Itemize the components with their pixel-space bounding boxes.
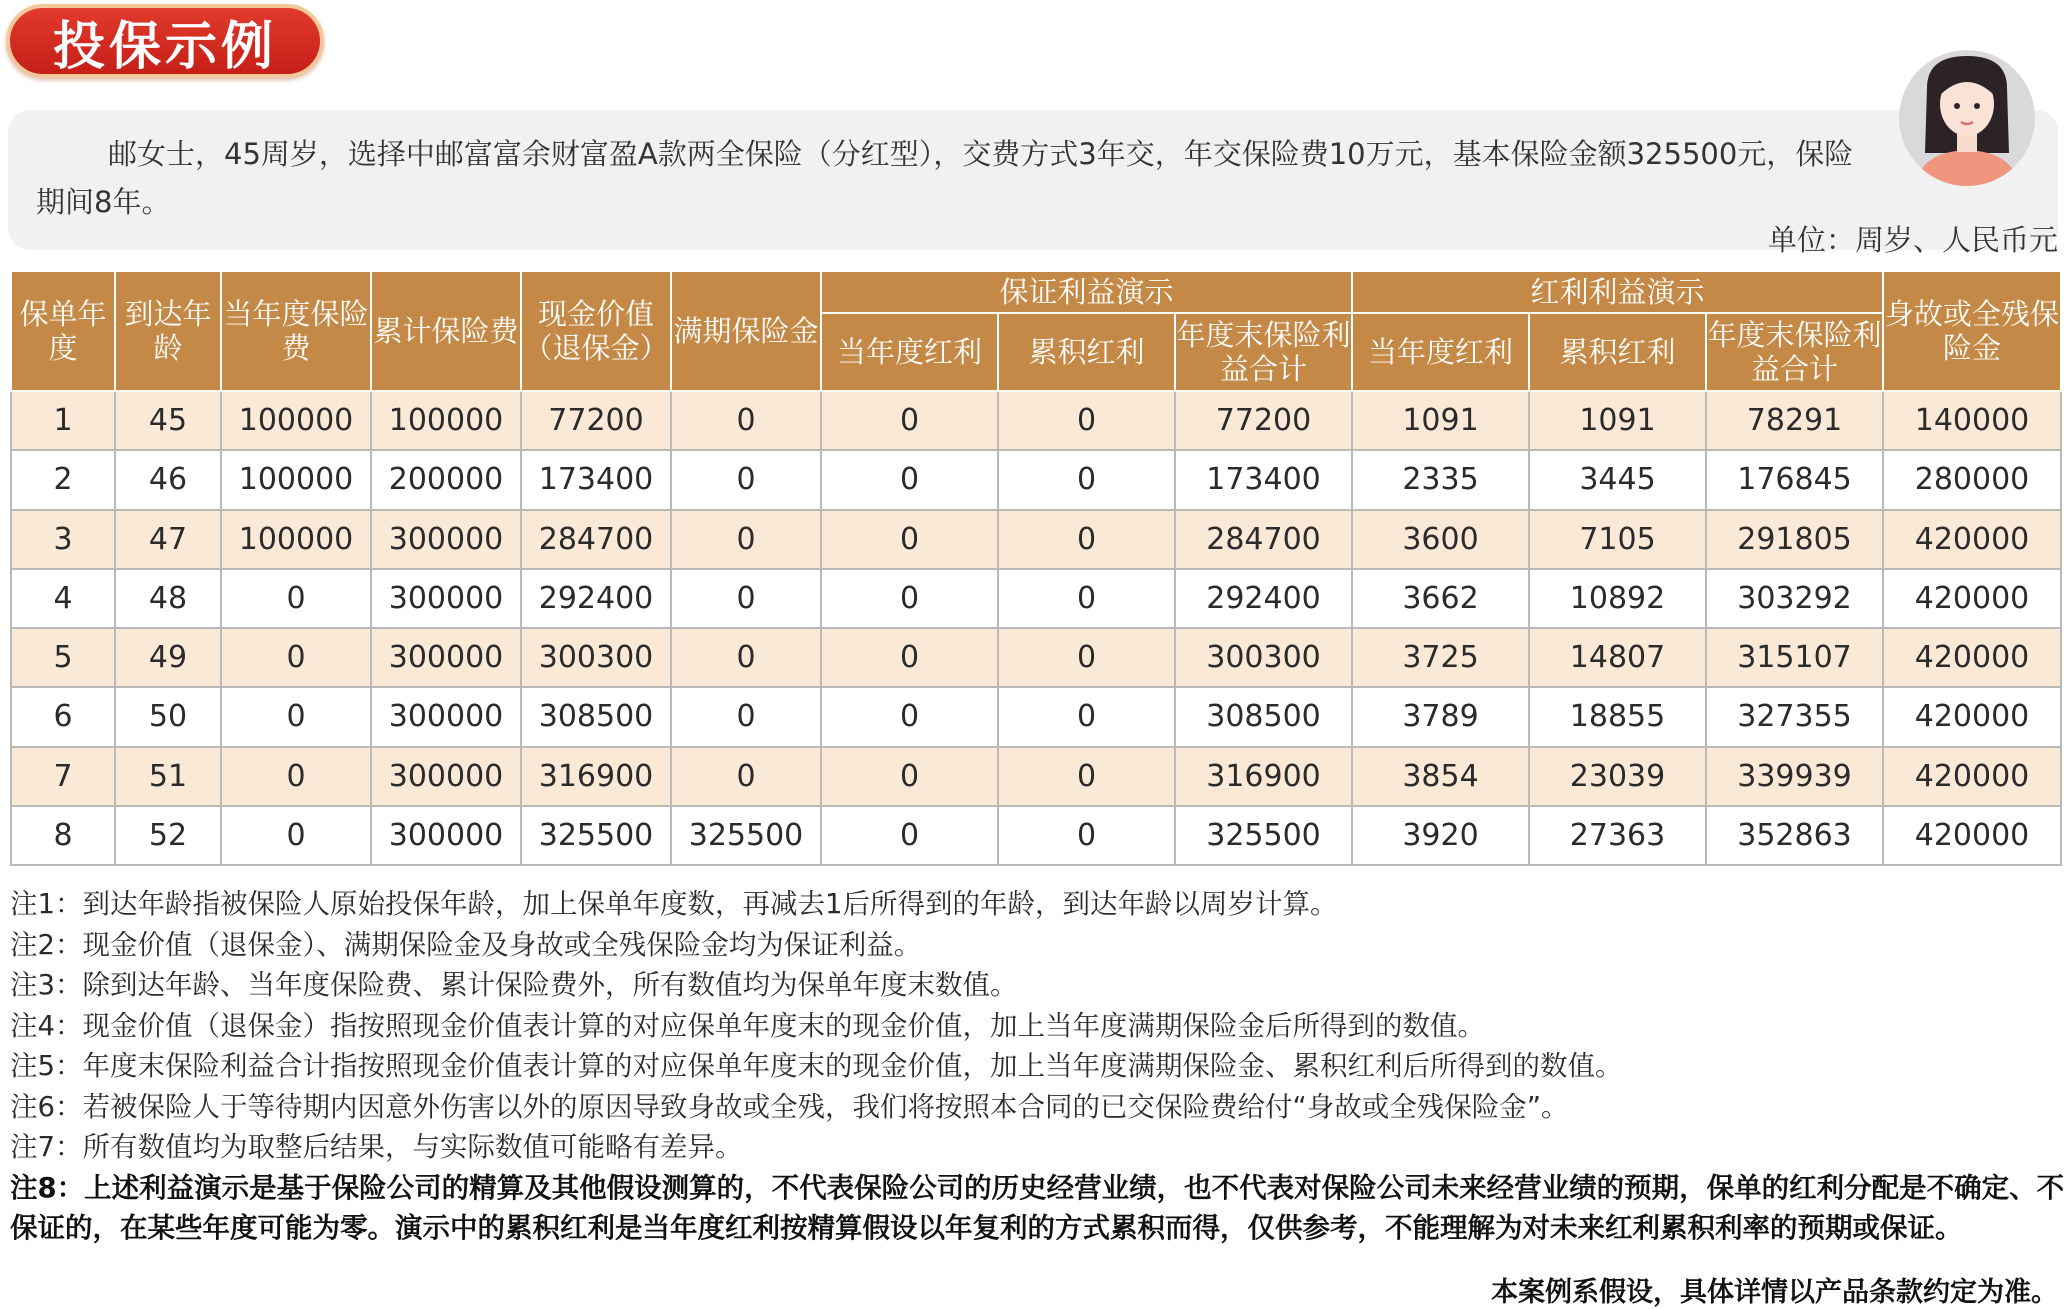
title-badge (6, 4, 324, 78)
table-cell: 3789 (1352, 687, 1529, 746)
note-item: 注3：除到达年龄、当年度保险费、累计保险费外，所有数值均为保单年度末数值。 (10, 969, 1018, 1001)
table-cell: 10892 (1529, 569, 1706, 628)
header-dividend-accumulated: 累积红利 (1529, 313, 1706, 391)
table-row (11, 450, 2061, 509)
table-cell: 308500 (1175, 687, 1352, 746)
table-row (11, 569, 2061, 628)
table-cell: 0 (671, 510, 821, 569)
header-death-benefit: 身故或全残保险金 (1883, 271, 2061, 391)
table-cell: 316900 (521, 747, 671, 806)
table-cell: 1 (11, 391, 115, 450)
table-cell: 7105 (1529, 510, 1706, 569)
unit-label: 单位：周岁、人民币元 (1767, 223, 2058, 257)
header-guaranteed-accumulated-dividend: 累积红利 (998, 313, 1175, 391)
table-cell: 300000 (371, 569, 521, 628)
header-cash-value: 现金价值（退保金） (521, 271, 671, 391)
header-dividend-year-end-total: 年度末保险利益合计 (1706, 313, 1883, 391)
table-cell: 315107 (1706, 628, 1883, 687)
table-cell: 47 (115, 510, 221, 569)
table-cell: 78291 (1706, 391, 1883, 450)
table-cell: 5 (11, 628, 115, 687)
table-cell: 300300 (1175, 628, 1352, 687)
table-cell: 0 (998, 687, 1175, 746)
table-cell: 2335 (1352, 450, 1529, 509)
header-total-premium: 累计保险费 (371, 271, 521, 391)
table-row (11, 628, 2061, 687)
table-cell: 0 (221, 687, 371, 746)
note-item: 注8：上述利益演示是基于保险公司的精算及其他假设测算的，不代表保险公司的历史经营业绩，也不代表对保险公司未来经营业绩的预期，保单的红利分配是不确定、不保证的，在某些年度可能为零。演示中的累积红利是当年度红利按精算假设以年复利的方式累积而得，仅供参考，不能理解为对未来红利累积利率的预期或保证。 (10, 1171, 2065, 1244)
table-cell: 284700 (521, 510, 671, 569)
table-cell: 2 (11, 450, 115, 509)
table-cell: 100000 (371, 391, 521, 450)
table-cell: 200000 (371, 450, 521, 509)
table-cell: 0 (671, 687, 821, 746)
table-cell: 0 (221, 569, 371, 628)
table-cell: 140000 (1883, 391, 2061, 450)
table-cell: 1091 (1529, 391, 1706, 450)
table-cell: 0 (221, 747, 371, 806)
table-cell: 51 (115, 747, 221, 806)
table-cell: 6 (11, 687, 115, 746)
table-cell: 0 (821, 628, 998, 687)
table-cell: 0 (998, 747, 1175, 806)
table-cell: 284700 (1175, 510, 1352, 569)
table-cell: 0 (998, 510, 1175, 569)
benefit-table (10, 270, 2062, 866)
disclaimer: 本案例系假设，具体详情以产品条款约定为准。 (1491, 1277, 2058, 1308)
table-cell: 173400 (521, 450, 671, 509)
table-row (11, 510, 2061, 569)
table-cell: 3 (11, 510, 115, 569)
header-dividend-current: 当年度红利 (1352, 313, 1529, 391)
table-cell: 27363 (1529, 806, 1706, 865)
table-row (11, 687, 2061, 746)
table-cell: 3662 (1352, 569, 1529, 628)
table-cell: 303292 (1706, 569, 1883, 628)
table-cell: 280000 (1883, 450, 2061, 509)
table-cell: 291805 (1706, 510, 1883, 569)
table-cell: 300000 (371, 510, 521, 569)
table-cell: 420000 (1883, 510, 2061, 569)
table-cell: 0 (671, 450, 821, 509)
table-cell: 420000 (1883, 628, 2061, 687)
header-age: 到达年龄 (115, 271, 221, 391)
table-cell: 352863 (1706, 806, 1883, 865)
case-intro-text: 邮女士，45周岁，选择中邮富富余财富盈A款两全保险（分红型），交费方式3年交，年交保险费10万元，基本保险金额325500元，保险期间8年。 (36, 137, 1854, 219)
table-cell: 0 (821, 391, 998, 450)
table-cell: 3920 (1352, 806, 1529, 865)
table-cell: 300000 (371, 687, 521, 746)
table-cell: 292400 (521, 569, 671, 628)
note-item: 注5：年度末保险利益合计指按照现金价值表计算的对应保单年度末的现金价值，加上当年度满期保险金、累积红利后所得到的数值。 (10, 1050, 1623, 1082)
table-row (11, 806, 2061, 865)
table-cell: 0 (671, 747, 821, 806)
table-cell: 1091 (1352, 391, 1529, 450)
table-cell: 14807 (1529, 628, 1706, 687)
table-row (11, 391, 2061, 450)
table-cell: 300000 (371, 628, 521, 687)
table-cell: 176845 (1706, 450, 1883, 509)
table-cell: 420000 (1883, 806, 2061, 865)
note-item: 注1：到达年龄指被保险人原始投保年龄，加上保单年度数，再减去1后所得到的年龄，到达年龄以周岁计算。 (10, 888, 1338, 920)
notes-section (10, 884, 2065, 1249)
table-cell: 8 (11, 806, 115, 865)
header-policy-year: 保单年度 (11, 271, 115, 391)
case-intro-box (8, 110, 2058, 250)
table-cell: 325500 (671, 806, 821, 865)
table-cell: 0 (821, 806, 998, 865)
table-cell: 420000 (1883, 569, 2061, 628)
table-cell: 0 (998, 450, 1175, 509)
table-cell: 52 (115, 806, 221, 865)
table-cell: 300000 (371, 747, 521, 806)
table-row (11, 747, 2061, 806)
table-cell: 100000 (221, 391, 371, 450)
table-cell: 77200 (1175, 391, 1352, 450)
table-cell: 4 (11, 569, 115, 628)
header-guaranteed-group: 保证利益演示 (821, 271, 1352, 313)
table-cell: 77200 (521, 391, 671, 450)
table-cell: 0 (821, 450, 998, 509)
table-cell: 0 (998, 569, 1175, 628)
header-maturity-benefit: 满期保险金 (671, 271, 821, 391)
woman-avatar-icon (1897, 48, 2037, 188)
table-cell: 0 (998, 806, 1175, 865)
table-cell: 0 (821, 510, 998, 569)
header-dividend-group: 红利利益演示 (1352, 271, 1883, 313)
table-cell: 49 (115, 628, 221, 687)
table-cell: 0 (821, 747, 998, 806)
header-guaranteed-current-dividend: 当年度红利 (821, 313, 998, 391)
table-cell: 0 (821, 569, 998, 628)
note-item: 注2：现金价值（退保金）、满期保险金及身故或全残保险金均为保证利益。 (10, 928, 922, 961)
page-title: 投保示例 (52, 16, 277, 77)
table-cell: 420000 (1883, 747, 2061, 806)
table-cell: 46 (115, 450, 221, 509)
table-cell: 300000 (371, 806, 521, 865)
table-cell: 339939 (1706, 747, 1883, 806)
table-cell: 0 (998, 628, 1175, 687)
table-cell: 300300 (521, 628, 671, 687)
table-cell: 23039 (1529, 747, 1706, 806)
table-cell: 316900 (1175, 747, 1352, 806)
header-annual-premium: 当年度保险费 (221, 271, 371, 391)
note-item: 注4：现金价值（退保金）指按照现金价值表计算的对应保单年度末的现金价值，加上当年度满期保险金后所得到的数值。 (10, 1009, 1485, 1042)
note-item: 注6：若被保险人于等待期内因意外伤害以外的原因导致身故或全残，我们将按照本合同的已交保险费给付“身故或全残保险金”。 (10, 1090, 1569, 1123)
table-cell: 308500 (521, 687, 671, 746)
table-cell: 3600 (1352, 510, 1529, 569)
table-cell: 292400 (1175, 569, 1352, 628)
table-cell: 0 (671, 569, 821, 628)
table-cell: 0 (221, 628, 371, 687)
table-cell: 7 (11, 747, 115, 806)
table-cell: 325500 (1175, 806, 1352, 865)
table-cell: 420000 (1883, 687, 2061, 746)
table-cell: 48 (115, 569, 221, 628)
table-cell: 0 (671, 628, 821, 687)
table-cell: 0 (821, 687, 998, 746)
table-cell: 100000 (221, 510, 371, 569)
table-cell: 327355 (1706, 687, 1883, 746)
table-cell: 173400 (1175, 450, 1352, 509)
table-cell: 0 (221, 806, 371, 865)
table-cell: 3445 (1529, 450, 1706, 509)
table-cell: 0 (671, 391, 821, 450)
note-item: 注7：所有数值均为取整后结果，与实际数值可能略有差异。 (10, 1131, 743, 1163)
table-cell: 3854 (1352, 747, 1529, 806)
table-cell: 0 (998, 391, 1175, 450)
table-cell: 45 (115, 391, 221, 450)
table-cell: 100000 (221, 450, 371, 509)
table-cell: 50 (115, 687, 221, 746)
header-guaranteed-year-end-total: 年度末保险利益合计 (1175, 313, 1352, 391)
table-cell: 18855 (1529, 687, 1706, 746)
table-cell: 3725 (1352, 628, 1529, 687)
table-cell: 325500 (521, 806, 671, 865)
